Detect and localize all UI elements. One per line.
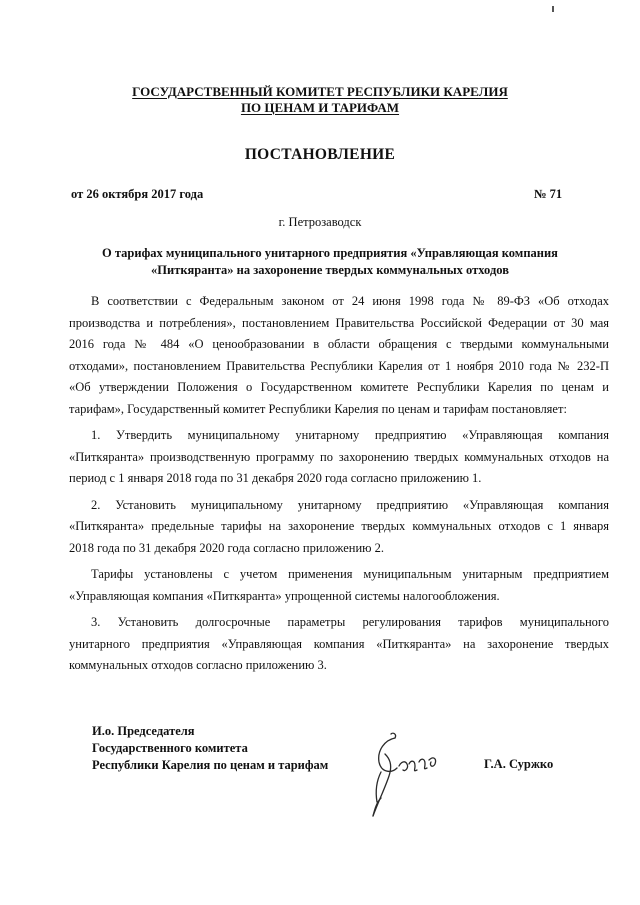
handwritten-signature: [355, 728, 455, 828]
item-2-line: «Питкяранта» предельные тарифы на захоронение твердых коммунальных отходов с 1 января: [69, 519, 609, 533]
document-body: [69, 291, 609, 677]
subject-line-1: О тарифах муниципального унитарного предприятия «Управляющая компания: [102, 246, 558, 260]
signer-block: [92, 723, 328, 774]
body-line: «Об утверждении Положения о Государственном комитете Республики Карелия по ценам и: [69, 380, 609, 394]
scan-mark: [552, 6, 554, 12]
subject-line-2: «Питкяранта» на захоронение твердых коммунальных отходов: [151, 263, 509, 277]
document-date: от 26 октября 2017 года: [71, 187, 204, 201]
body-line: тарифам», Государственный комитет Республики Карелия по ценам и тарифам постановляет:: [69, 401, 567, 416]
item-2-line: 2018 года по 31 декабря 2020 года согласно приложению 2.: [69, 540, 384, 555]
issuer-header: [0, 84, 640, 116]
item-3-line: коммунальных отходов согласно приложению 3.: [69, 658, 327, 672]
signer-name: Г.А. Суржко: [484, 757, 554, 771]
item-2-line: 2. Установить муниципальному унитарному предприятию «Управляющая компания: [91, 497, 609, 512]
body-line: отходами», постановлением Правительства Республики Карелия от 1 ноября 2010 года № 232-П: [69, 358, 609, 373]
signer-title-1: И.о. Председателя: [92, 724, 195, 738]
item-1-line: «Питкяранта» производственную программу по захоронению твердых коммунальных отходов на: [69, 449, 609, 464]
document-number: № 71: [534, 187, 563, 201]
note-line: «Управляющая компания «Питкяранта» упрощенной системы налогообложения.: [69, 588, 500, 603]
body-line: 2016 года № 484 «О ценообразовании в области обращения с твердыми коммунальными: [69, 337, 609, 351]
signer-title-3: Республики Карелия по ценам и тарифам: [92, 758, 329, 772]
item-3-line: 3. Установить долгосрочные параметры регулирования тарифов муниципального: [91, 615, 609, 629]
document-city: г. Петрозаводск: [278, 215, 362, 229]
document-type-title: ПОСТАНОВЛЕНИЕ: [244, 146, 396, 163]
note-line: Тарифы установлены с учетом применения муниципальным унитарным предприятием: [91, 567, 609, 581]
issuer-line-2: ПО ЦЕНАМ И ТАРИФАМ: [240, 100, 400, 115]
item-1-line: период с 1 января 2018 года по 31 декабря 2020 года согласно приложению 1.: [69, 471, 482, 485]
item-1-line: 1. Утвердить муниципальному унитарному предприятию «Управляющая компания: [91, 428, 609, 442]
signer-title-2: Государственного комитета: [92, 741, 248, 755]
item-3-line: унитарного предприятия «Управляющая компания «Питкяранта» на захоронение твердых: [69, 636, 609, 651]
document-subject: [60, 245, 600, 279]
issuer-line-1: ГОСУДАРСТВЕННЫЙ КОМИТЕТ РЕСПУБЛИКИ КАРЕЛИЯ: [132, 84, 508, 99]
body-line: В соответствии с Федеральным законом от 24 июня 1998 года № 89-ФЗ «Об отходах: [91, 294, 609, 308]
body-line: производства и потребления», постановлением Правительства Российской Федерации от 30 мая: [69, 315, 609, 330]
